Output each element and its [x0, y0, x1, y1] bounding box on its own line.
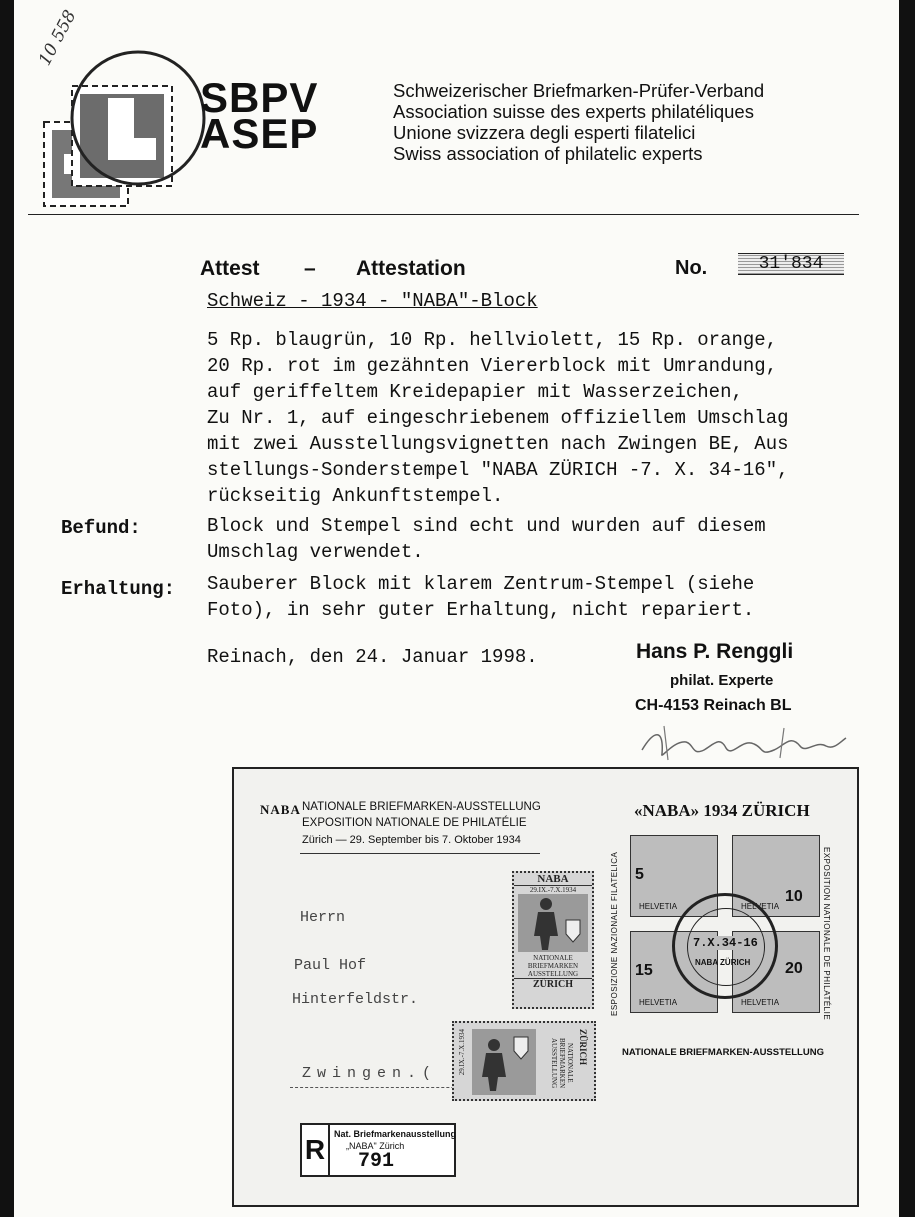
vignette-figure-icon — [518, 894, 588, 952]
address-line: Paul Hof — [294, 957, 367, 974]
association-name-de: Schweizerischer Briefmarken-Prüfer-Verband — [393, 80, 765, 101]
stamp-country: HELVETIA — [639, 998, 678, 1007]
postmark-city: NABA ZÜRICH — [695, 958, 751, 967]
stamp-value: 5 — [635, 866, 644, 883]
cover-header-line: NATIONALE BRIEFMARKEN-AUSSTELLUNG — [302, 801, 541, 813]
description-line: stellungs-Sonderstempel "NABA ZÜRICH -7. X. 34-16", — [207, 459, 789, 481]
association-name-it: Unione svizzera degli esperti filatelici — [393, 122, 696, 143]
certificate-number: 31'834 — [738, 253, 844, 275]
title-attest: Attest — [200, 257, 260, 280]
stamp-country: HELVETIA — [741, 998, 780, 1007]
registration-line2: „NABA" Zürich — [346, 1141, 405, 1151]
cover-photo — [232, 767, 859, 1207]
cover-header-line: EXPOSITION NATIONALE DE PHILATÉLIE — [302, 817, 527, 829]
address-line: Hinterfeldstr. — [292, 991, 419, 1008]
erhaltung-line: Foto), in sehr guter Erhaltung, nicht repariert. — [207, 599, 755, 621]
description-line: auf geriffeltem Kreidepapier mit Wasserzeichen, — [207, 381, 743, 403]
stamp-value: 10 — [785, 888, 803, 905]
expert-address: CH-4153 Reinach BL — [635, 697, 792, 714]
sbpv-logo-emblem — [28, 30, 208, 215]
description-line: Zu Nr. 1, auf eingeschriebenem offiziellem Umschlag — [207, 407, 789, 429]
logo-sbpv: SBPV — [200, 74, 319, 121]
sheet-side-left: ESPOSIZIONE NAZIONALE FILATELICA — [610, 851, 619, 1017]
certificate-sheet — [14, 0, 899, 1217]
erhaltung-label: Erhaltung: — [61, 578, 176, 600]
header-divider — [28, 214, 859, 215]
association-name-fr: Association suisse des experts philatéliques — [393, 101, 754, 122]
registration-number: 791 — [358, 1150, 395, 1173]
vignette-city: ZÜRICH — [578, 1029, 588, 1066]
stamp-value: 15 — [635, 962, 653, 979]
description-line: 5 Rp. blaugrün, 10 Rp. hellviolett, 15 Rp. orange, — [207, 329, 778, 351]
vignette-text: NATIONALE BRIEFMARKEN AUSSTELLUNG — [527, 954, 579, 978]
description-line: mit zwei Ausstellungsvignetten nach Zwingen BE, Aus — [207, 433, 789, 455]
cover-header-rule — [300, 853, 540, 854]
expert-name: Hans P. Renggli — [636, 640, 794, 663]
naba-souvenir-sheet — [610, 791, 840, 1061]
title-attestation: Attestation — [356, 257, 466, 280]
vignette-text: NATIONALE BRIEFMARKEN AUSSTELLUNG — [550, 1037, 574, 1089]
postmark-date: 7.X.34-16 — [693, 936, 758, 950]
stamp-country: HELVETIA — [639, 902, 678, 911]
registration-line1: Nat. Briefmarkenausstellung — [334, 1129, 457, 1139]
registration-label — [300, 1123, 456, 1177]
association-name-en: Swiss association of philatelic experts — [393, 143, 703, 164]
sheet-bottom: NATIONALE BRIEFMARKEN-AUSSTELLUNG — [622, 1047, 824, 1058]
erhaltung-line: Sauberer Block mit klarem Zentrum-Stempel (siehe — [207, 573, 755, 595]
cover-naba-logo: NABA — [260, 802, 301, 817]
befund-line: Umschlag verwendet. — [207, 541, 424, 563]
title-dash: – — [304, 257, 316, 280]
description-line: 20 Rp. rot im gezähnten Viererblock mit Umrandung, — [207, 355, 778, 377]
sheet-side-right: EXPOSITION NATIONALE DE PHILATÉLIE — [822, 847, 831, 1021]
vignette-upright — [512, 871, 594, 1009]
expert-title: philat. Experte — [670, 672, 774, 689]
certificate-subject: Schweiz - 1934 - "NABA"-Block — [207, 290, 538, 312]
vignette-dates: 29.IX.-7.X.1934 — [458, 1029, 466, 1076]
vignette-figure-icon — [472, 1029, 536, 1095]
vignette-dates: 29.IX.-7.X.1934 — [529, 886, 577, 894]
registration-letter: R — [302, 1125, 330, 1175]
place-date: Reinach, den 24. Januar 1998. — [207, 646, 538, 668]
address-line: Zwingen.( — [302, 1065, 438, 1082]
befund-label: Befund: — [61, 517, 141, 539]
postmark — [672, 893, 778, 999]
number-label: No. — [675, 257, 708, 279]
logo-asep: ASEP — [200, 110, 319, 157]
cover-header-line: Zürich — 29. September bis 7. Oktober 1934 — [302, 834, 521, 846]
stamp-country: HELVETIA — [741, 902, 780, 911]
expert-signature — [634, 720, 849, 765]
sheet-title: «NABA» 1934 ZÜRICH — [634, 801, 810, 820]
vignette-city: ZÜRICH — [514, 978, 592, 990]
vignette-title: NABA — [514, 873, 592, 886]
befund-line: Block und Stempel sind echt und wurden auf diesem — [207, 515, 766, 537]
description-line: rückseitig Ankunftstempel. — [207, 485, 504, 507]
handwritten-note: 10 558 — [34, 7, 81, 69]
vignette-rotated — [452, 1021, 596, 1101]
address-line: Herrn — [300, 909, 346, 926]
stamp-value: 20 — [785, 960, 803, 977]
